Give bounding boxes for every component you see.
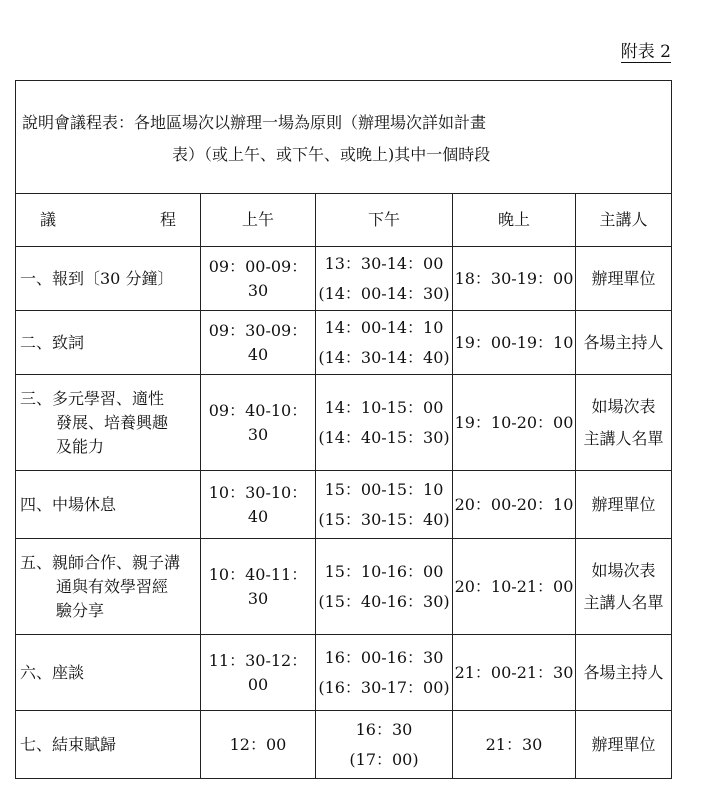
afternoon-time xyxy=(316,375,453,471)
evening-time: 21：00-21：30 xyxy=(453,635,576,711)
afternoon-time-primary: 15：00-15：10 xyxy=(324,479,444,499)
evening-time: 20：00-20：10 xyxy=(453,471,576,539)
title-line-1: 說明會議程表：各地區場次以辦理一場為原則（辦理場次詳如計畫 xyxy=(22,113,487,132)
afternoon-time-alternate: (14：00-14：30) xyxy=(318,283,450,303)
afternoon-time xyxy=(316,311,453,375)
header-morning: 上午 xyxy=(201,194,316,247)
header-afternoon: 下午 xyxy=(316,194,453,247)
agenda-item xyxy=(16,247,201,311)
evening-time: 19：00-19：10 xyxy=(453,311,576,375)
afternoon-time xyxy=(316,711,453,779)
agenda-item xyxy=(16,471,201,539)
agenda-item xyxy=(16,539,201,635)
agenda-item-line: 一、報到〔30 分鐘〕 xyxy=(20,268,174,288)
header-row xyxy=(16,194,672,247)
afternoon-time xyxy=(316,635,453,711)
agenda-item-line: 二、致詞 xyxy=(20,332,85,352)
afternoon-time-primary: 13：30-14：00 xyxy=(324,253,444,273)
agenda-row xyxy=(16,711,672,779)
afternoon-time xyxy=(316,247,453,311)
speaker-line: 主講人名單 xyxy=(583,428,664,448)
title-line-2: 表）（或上午、或下午、或晚上)其中一個時段 xyxy=(172,145,491,164)
morning-time: 10：30-10：40 xyxy=(201,471,316,539)
speaker-line: 辦理單位 xyxy=(591,734,656,754)
afternoon-time-primary: 16：30 xyxy=(355,719,413,739)
agenda-item xyxy=(16,311,201,375)
afternoon-time-primary: 15：10-16：00 xyxy=(324,561,444,581)
speaker-line: 辦理單位 xyxy=(591,494,656,514)
header-evening: 晚上 xyxy=(453,194,576,247)
morning-time: 12：00 xyxy=(201,711,316,779)
afternoon-time-alternate: (15：30-15：40) xyxy=(318,509,450,529)
evening-time: 20：10-21：00 xyxy=(453,539,576,635)
agenda-item-line: 驗分享 xyxy=(56,600,105,620)
speaker xyxy=(576,311,672,375)
agenda-item xyxy=(16,375,201,471)
agenda-item-line: 及能力 xyxy=(56,436,105,456)
speaker xyxy=(576,375,672,471)
evening-time: 19：10-20：00 xyxy=(453,375,576,471)
speaker-line: 如場次表 xyxy=(591,560,656,580)
header-agenda xyxy=(16,194,201,247)
speaker-line: 各場主持人 xyxy=(583,662,664,682)
speaker-line: 辦理單位 xyxy=(591,268,656,288)
speaker xyxy=(576,635,672,711)
annex-label: 附表 2 xyxy=(620,42,671,62)
table-title xyxy=(16,81,672,194)
agenda-row xyxy=(16,471,672,539)
evening-time: 21：30 xyxy=(453,711,576,779)
speaker xyxy=(576,539,672,635)
header-agenda-left: 議 xyxy=(40,210,57,229)
afternoon-time-alternate: (14：30-14：40) xyxy=(318,347,450,367)
agenda-row xyxy=(16,247,672,311)
agenda-row xyxy=(16,375,672,471)
speaker xyxy=(576,247,672,311)
speaker xyxy=(576,711,672,779)
agenda-item-line: 發展、培養興趣 xyxy=(56,412,169,432)
agenda-item-line: 七、結束賦歸 xyxy=(20,734,117,754)
morning-time: 10：40-11：30 xyxy=(201,539,316,635)
agenda-item-line: 通與有效學習經 xyxy=(56,576,169,596)
agenda-item xyxy=(16,635,201,711)
header-agenda-right: 程 xyxy=(159,210,176,229)
title-row xyxy=(16,81,672,194)
agenda-row xyxy=(16,311,672,375)
morning-time: 11：30-12：00 xyxy=(201,635,316,711)
speaker xyxy=(576,471,672,539)
agenda-item-line: 五、親師合作、親子溝 xyxy=(20,552,181,572)
morning-time: 09：00-09：30 xyxy=(201,247,316,311)
morning-time: 09：30-09：40 xyxy=(201,311,316,375)
agenda-row xyxy=(16,635,672,711)
agenda-item-line: 四、中場休息 xyxy=(20,494,117,514)
afternoon-time xyxy=(316,471,453,539)
speaker-line: 如場次表 xyxy=(591,396,656,416)
afternoon-time-alternate: (14：40-15：30) xyxy=(318,427,450,447)
evening-time: 18：30-19：00 xyxy=(453,247,576,311)
agenda-row xyxy=(16,539,672,635)
afternoon-time-primary: 16：00-16：30 xyxy=(324,647,444,667)
afternoon-time-primary: 14：10-15：00 xyxy=(324,397,444,417)
morning-time: 09：40-10：30 xyxy=(201,375,316,471)
header-speaker: 主講人 xyxy=(576,194,672,247)
speaker-line: 各場主持人 xyxy=(583,332,664,352)
agenda-item-line: 六、座談 xyxy=(20,662,85,682)
afternoon-time-alternate: (16：30-17：00) xyxy=(318,677,450,697)
agenda-body xyxy=(16,247,672,779)
agenda-item-line: 三、多元學習、適性 xyxy=(20,388,165,408)
afternoon-time-alternate: (17：00) xyxy=(349,749,419,769)
afternoon-time-primary: 14：00-14：10 xyxy=(324,317,444,337)
agenda-item xyxy=(16,711,201,779)
speaker-line: 主講人名單 xyxy=(583,592,664,612)
agenda-table xyxy=(15,80,672,779)
afternoon-time-alternate: (15：40-16：30) xyxy=(318,591,450,611)
afternoon-time xyxy=(316,539,453,635)
